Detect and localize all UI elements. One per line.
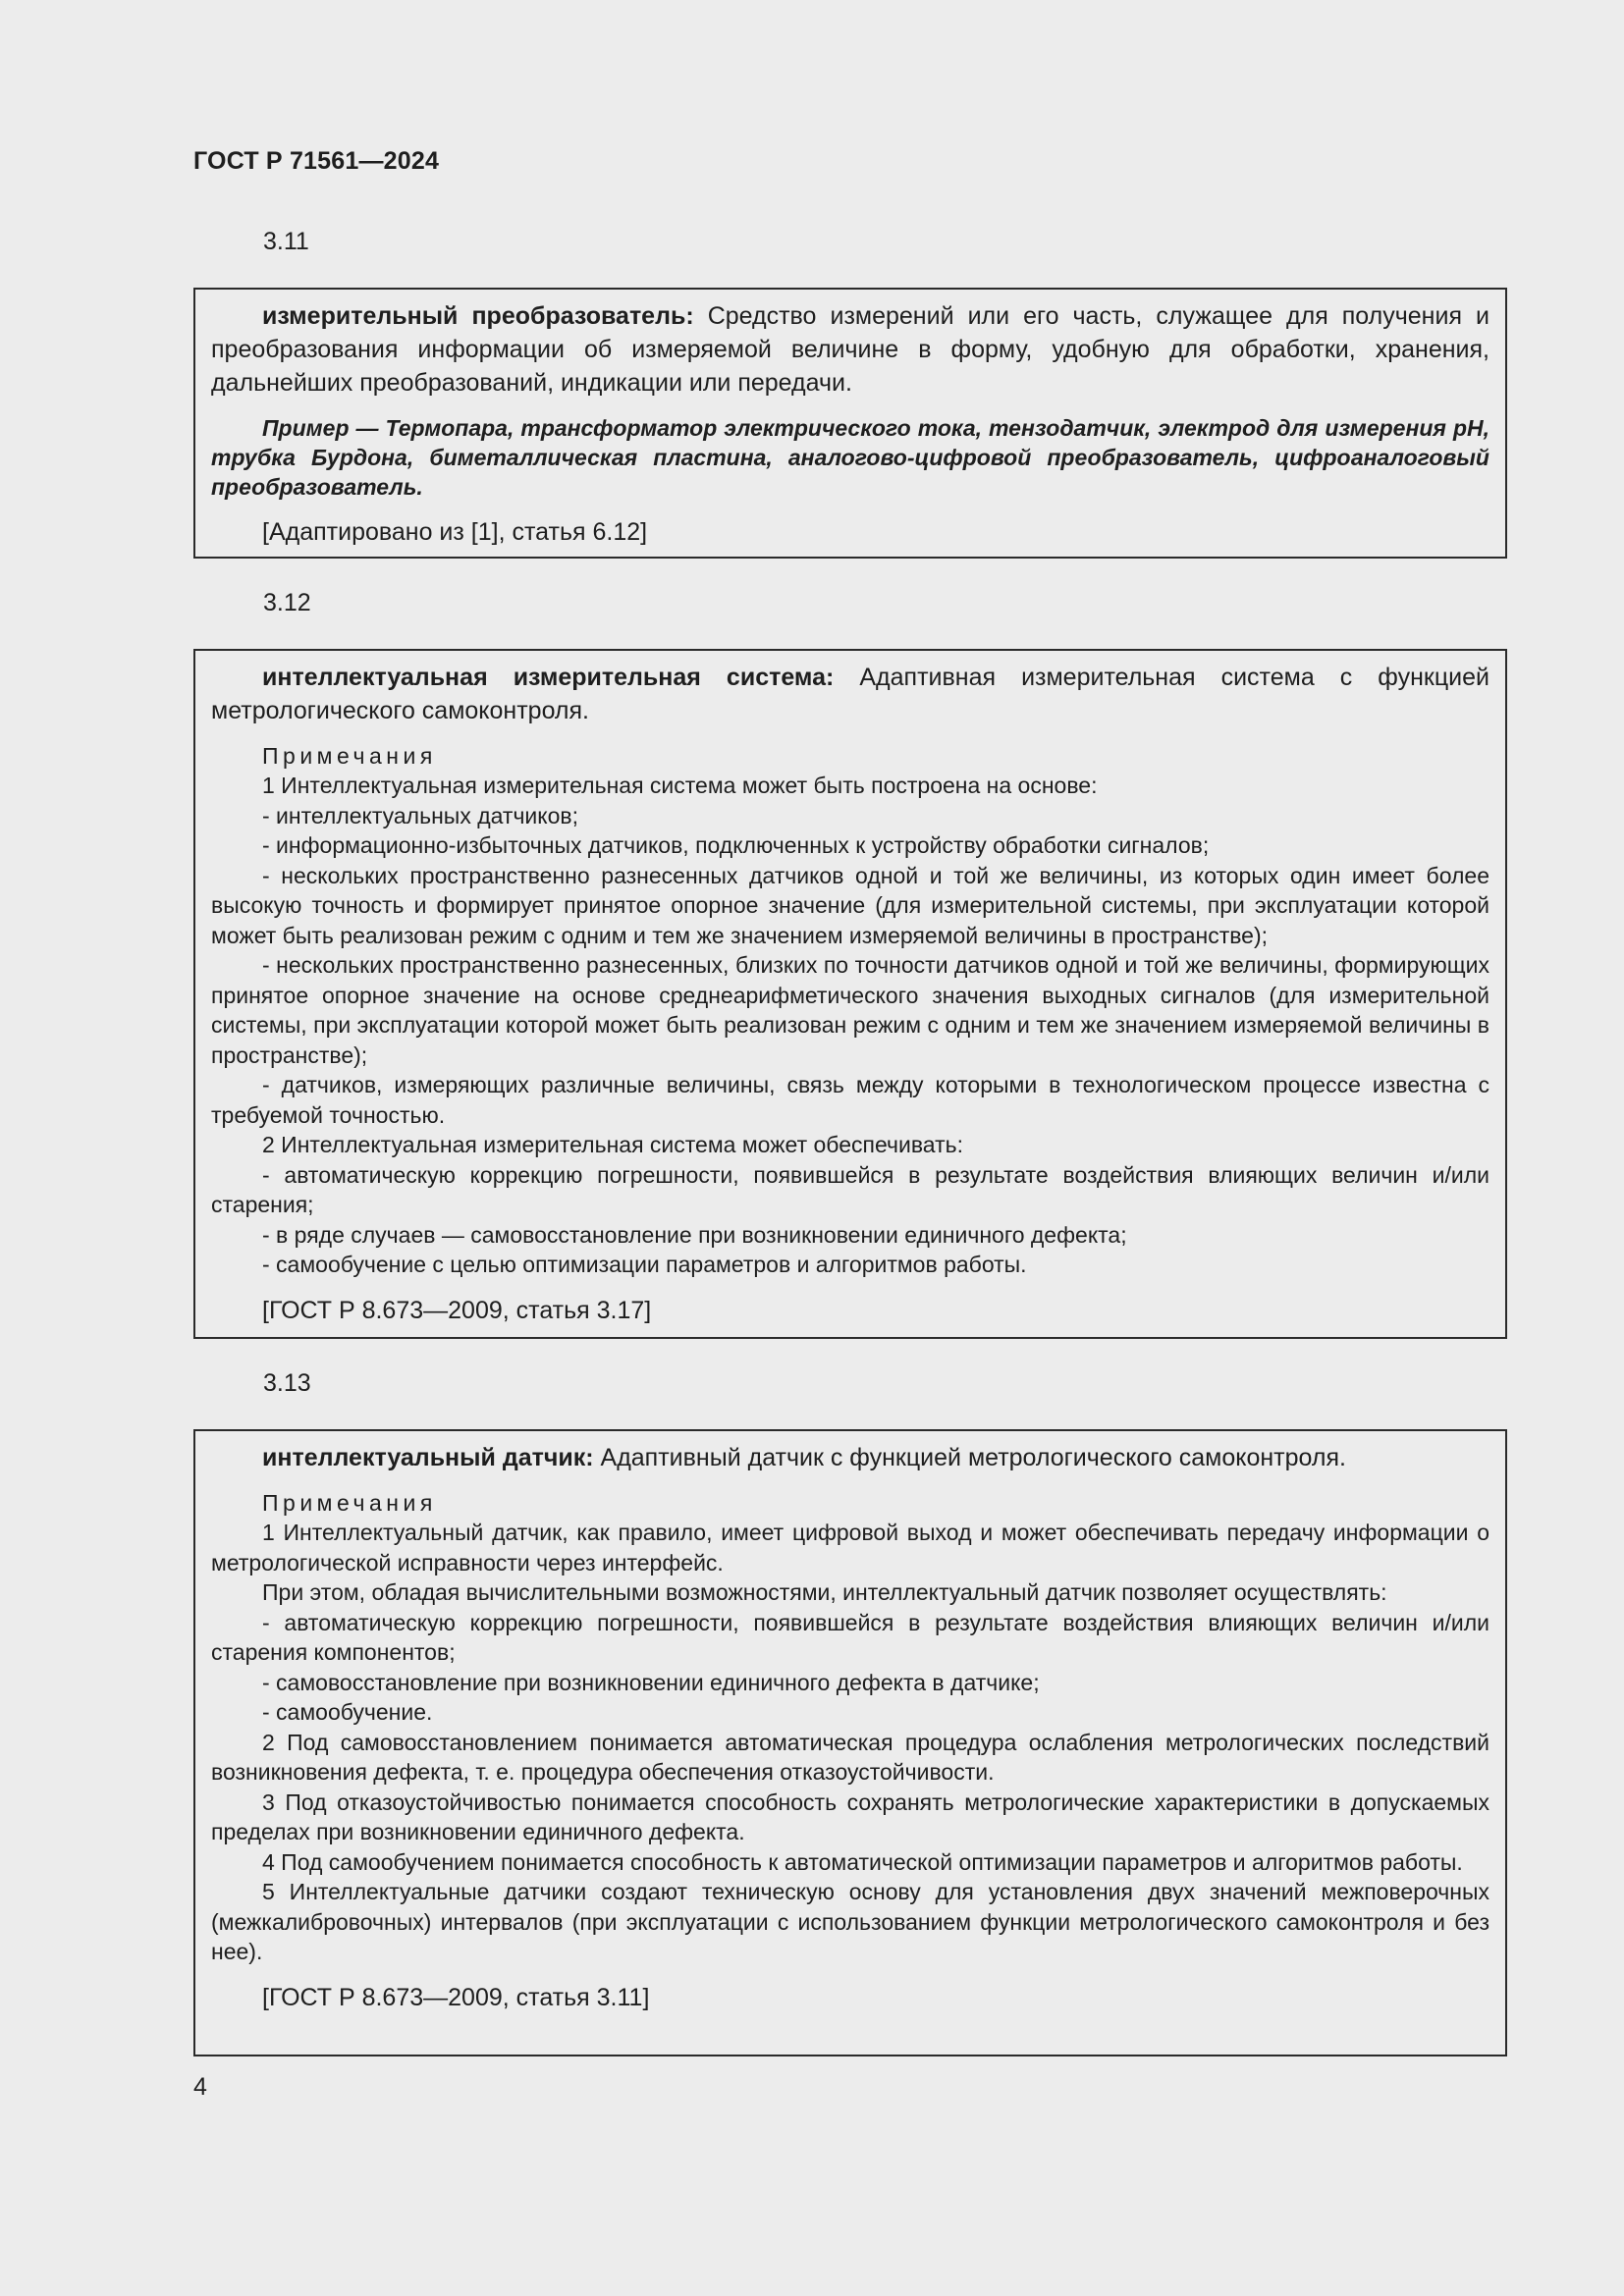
definition-text: Адаптивная измерительная система с функцией метрологического самоконтроля. <box>211 664 1489 724</box>
note-line: - нескольких пространственно разнесенных датчиков одной и той же величины, из которых один имеет более высокую точность и формирует принятое опорное значение (для измерительной системы, при эксплуатации которой может быть реализован режим с одним и тем же значением измеряемой величины в пространстве); <box>211 862 1489 948</box>
definition-paragraph <box>211 1441 1489 1474</box>
note-line: 3 Под отказоустойчивостью понимается способность сохранять метрологические характеристики в допускаемых пределах при возникновении единичного дефекта. <box>211 1789 1489 1844</box>
note-line: - самовосстановление при возникновении единичного дефекта в датчике; <box>262 1669 1040 1695</box>
note-line: - информационно-избыточных датчиков, подключенных к устройству обработки сигналов; <box>262 832 1210 858</box>
note-line: - интеллектуальных датчиков; <box>262 802 578 828</box>
definition-text: Средство измерений или его часть, служащее для получения и преобразования информации об измеряемой величине в форму, удобную для обработки, хранения, дальнейших преобразований, индикации или передачи. <box>211 302 1489 397</box>
note-line: - самообучение. <box>262 1699 433 1725</box>
entry-number: 3.13 <box>263 1369 311 1397</box>
definition-box-3-13 <box>193 1429 1507 2056</box>
source-reference: [Адаптировано из [1], статья 6.12] <box>262 518 648 546</box>
definition-box-3-12 <box>193 649 1507 1339</box>
note-line: 1 Интеллектуальный датчик, как правило, имеет цифровой выход и может обеспечивать передачу информации о метрологической исправности через интерфейс. <box>211 1520 1489 1575</box>
definition-text: Адаптивный датчик с функцией метрологического самоконтроля. <box>600 1444 1346 1471</box>
term: измерительный преобразователь: <box>262 302 694 330</box>
example-text: Пример — Термопара, трансформатор электрического тока, тензодатчик, электрод для измерения pH, трубка Бурдона, биметаллическая пластина, аналогово-цифровой преобразователь, цифроаналоговый преобразователь. <box>211 415 1489 500</box>
note-line: - автоматическую коррекцию погрешности, появившейся в результате воздействия влияющих величин и/или старения; <box>211 1161 1489 1217</box>
definition-paragraph <box>211 299 1489 400</box>
definition-box-3-11 <box>193 288 1507 559</box>
notes-title: Примечания <box>262 743 437 769</box>
note-line: 2 Под самовосстановлением понимается автоматическая процедура ослабления метрологических последствий возникновения дефекта, т. е. процедура обеспечения отказоустойчивости. <box>211 1729 1489 1785</box>
term: интеллектуальная измерительная система: <box>262 664 835 691</box>
source-reference: [ГОСТ Р 8.673—2009, статья 3.17] <box>262 1296 652 1324</box>
note-line: - датчиков, измеряющих различные величины, связь между которыми в технологическом процессе известна с требуемой точностью. <box>211 1072 1489 1128</box>
note-line: - автоматическую коррекцию погрешности, появившейся в результате воздействия влияющих величин и/или старения компонентов; <box>211 1609 1489 1665</box>
notes-title: Примечания <box>262 1490 437 1516</box>
note-line: 4 Под самообучением понимается способность к автоматической оптимизации параметров и алгоритмов работы. <box>262 1848 1463 1875</box>
note-line: При этом, обладая вычислительными возможностями, интеллектуальный датчик позволяет осуществлять: <box>262 1579 1387 1605</box>
note-line: - нескольких пространственно разнесенных, близких по точности датчиков одной и той же величины, формирующих принятое опорное значение на основе среднеарифметического значения выходных сигналов (для измерительной системы, при эксплуатации которой может быть реализован режим с одним и тем же значением измеряемой величины в пространстве); <box>211 952 1489 1068</box>
page-number: 4 <box>193 2073 207 2101</box>
entry-number: 3.11 <box>263 228 309 255</box>
note-line: - в ряде случаев — самовосстановление при возникновении единичного дефекта; <box>262 1221 1127 1248</box>
entry-number: 3.12 <box>263 589 311 616</box>
note-line: - самообучение с целью оптимизации параметров и алгоритмов работы. <box>262 1252 1027 1277</box>
definition-paragraph <box>211 661 1489 727</box>
source-reference: [ГОСТ Р 8.673—2009, статья 3.11] <box>262 1983 650 2011</box>
term: интеллектуальный датчик: <box>262 1444 594 1471</box>
document-header: ГОСТ Р 71561—2024 <box>193 147 440 175</box>
note-line: 1 Интеллектуальная измерительная система может быть построена на основе: <box>262 773 1098 798</box>
note-line: 5 Интеллектуальные датчики создают техническую основу для установления двух значений межповерочных (межкалибровочных) интервалов (при эксплуатации с использованием функции метрологического самоконтроля и без нее). <box>211 1879 1489 1964</box>
note-line: 2 Интеллектуальная измерительная система может обеспечивать: <box>262 1132 963 1157</box>
